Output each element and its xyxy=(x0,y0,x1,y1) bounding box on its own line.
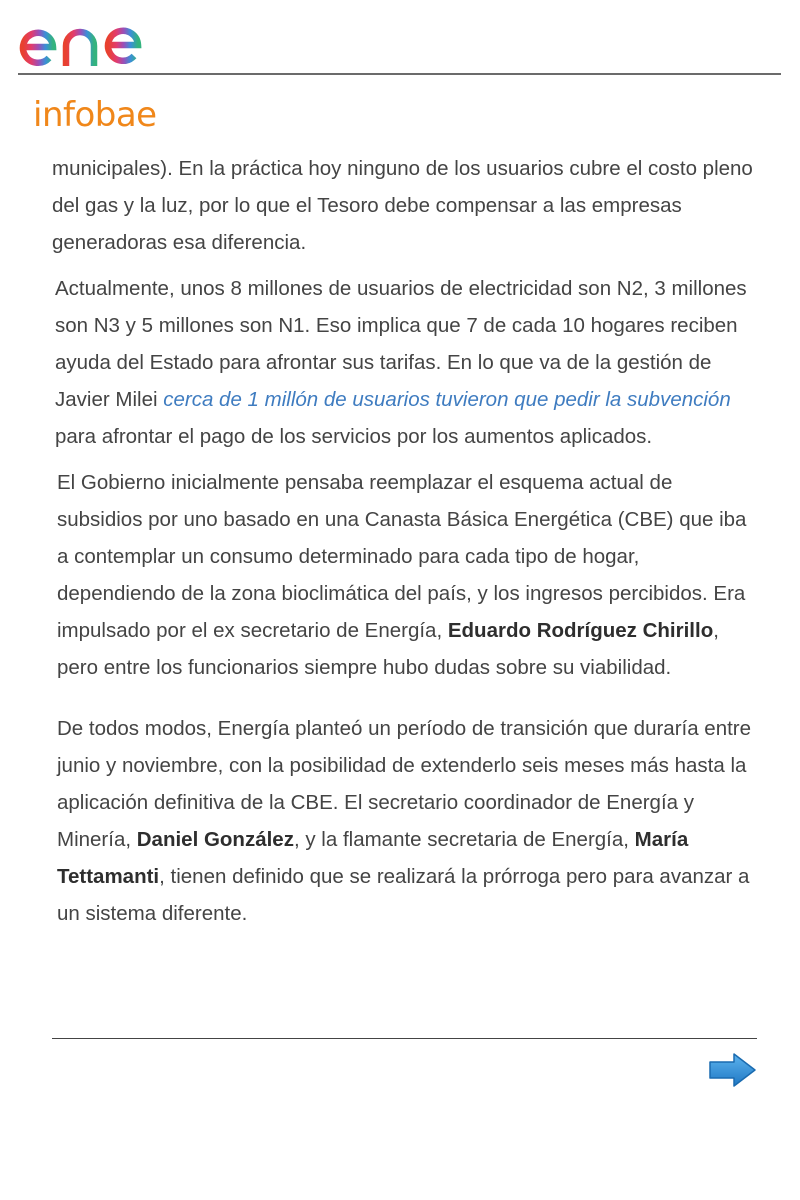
paragraph-text: , tienen definido que se realizará la prórroga pero para avanzar a un sistema diferente. xyxy=(57,865,750,925)
paragraph-text: De todos modos, Energía planteó un período de transición que duraría entre junio y noviembre, con la posibilidad de extenderlo seis meses más hasta la aplicación definitiva de la CBE. El secretario coordinador de Energía y Minería, xyxy=(57,717,752,851)
enel-logo xyxy=(18,6,192,70)
infobae-logo: infobae xyxy=(33,95,157,135)
paragraph-text: El Gobierno inicialmente pensaba reemplazar el esquema actual de subsidios por uno basado en una Canasta Básica Energética (CBE) que iba a contemplar un consumo determinado para cada tipo de hogar, dependiendo de la zona bioclimática del país, y los ingresos percibidos. Era impulsado por el ex secretario de Energía, xyxy=(57,471,747,642)
person-name: Daniel González xyxy=(136,828,294,851)
person-name: Eduardo Rodríguez Chirillo xyxy=(447,619,714,642)
header-divider xyxy=(18,73,781,75)
person-name: María Tettamanti xyxy=(57,828,689,888)
arrow-right-icon[interactable] xyxy=(706,1050,758,1090)
paragraph-text: municipales). En la práctica hoy ninguno de los usuarios cubre el costo pleno del gas y la luz, por lo que el Tesoro debe compensar a las empresas generadoras esa diferencia. xyxy=(52,157,753,254)
article-end-divider xyxy=(52,1038,757,1039)
paragraph-text: para afrontar el pago de los servicios por los aumentos aplicados. xyxy=(55,425,653,448)
article-paragraph xyxy=(57,710,762,932)
article-body xyxy=(52,150,762,932)
paragraph-text: , y la flamante secretaria de Energía, xyxy=(293,828,635,851)
article-paragraph xyxy=(52,150,762,261)
article-paragraph xyxy=(57,464,762,686)
paragraph-text: Actualmente, unos 8 millones de usuarios de electricidad son N2, 3 millones son N3 y 5 millones son N1. Eso implica que 7 de cada 10 hogares reciben ayuda del Estado para afrontar sus tarifas. En lo que va de la gestión de Javier Milei xyxy=(55,277,747,411)
article-paragraph xyxy=(55,270,762,455)
paragraph-text: , pero entre los funcionarios siempre hubo dudas sobre su viabilidad. xyxy=(57,619,719,679)
subsidy-request-link[interactable]: cerca de 1 millón de usuarios tuvieron que pedir la subvención xyxy=(163,388,731,411)
